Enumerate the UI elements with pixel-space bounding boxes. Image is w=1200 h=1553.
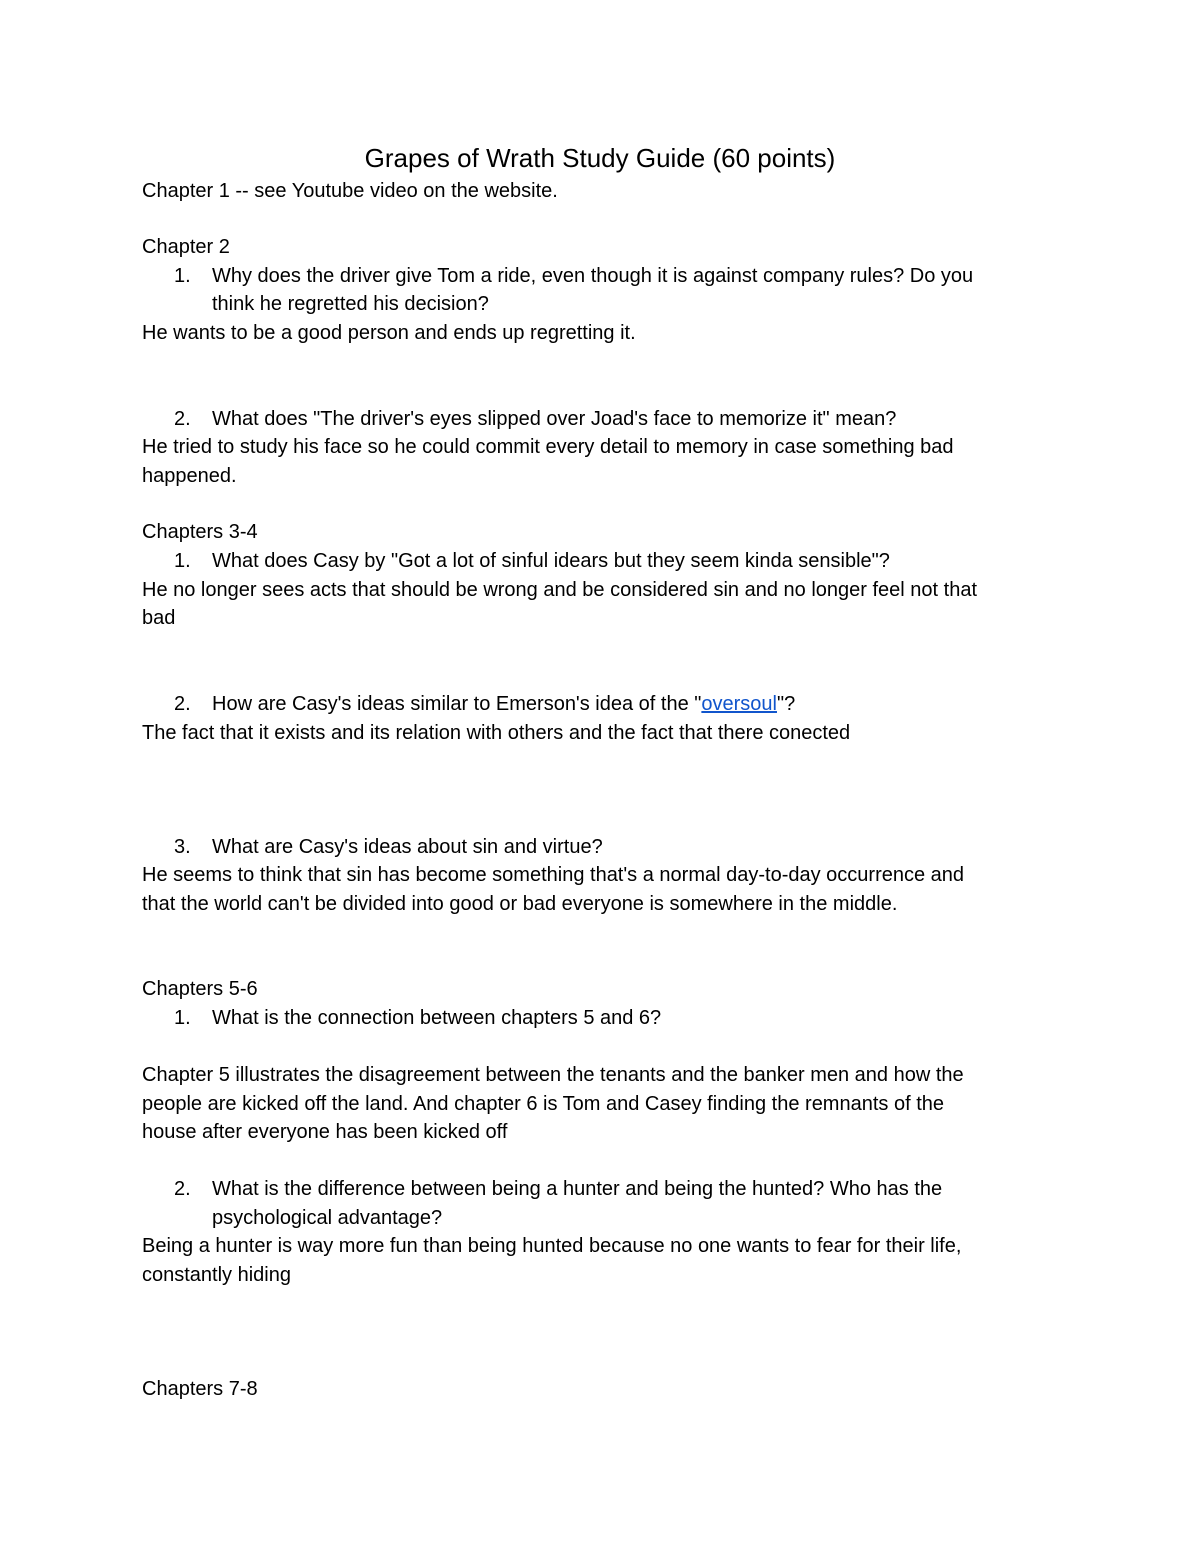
question-text: Why does the driver give Tom a ride, even though it is against company rules? Do you	[212, 265, 974, 287]
question-number: 2.	[174, 1178, 191, 1200]
question-text: What are Casy's ideas about sin and virtue?	[212, 836, 603, 858]
section-heading-chapters-5-6: Chapters 5-6	[142, 978, 258, 1000]
section-heading-chapters-7-8: Chapters 7-8	[142, 1378, 258, 1400]
answer-text: that the world can't be divided into good or bad everyone is somewhere in the middle.	[142, 893, 898, 915]
question-number: 1.	[174, 550, 191, 572]
question-number: 1.	[174, 1007, 191, 1029]
question-number: 3.	[174, 836, 191, 858]
answer-text: He seems to think that sin has become something that's a normal day-to-day occurrence and	[142, 864, 965, 886]
question-number: 2.	[174, 693, 191, 715]
answer-text: He no longer sees acts that should be wrong and be considered sin and no longer feel not that	[142, 579, 978, 601]
question-number: 2.	[174, 408, 191, 430]
oversoul-link[interactable]: oversoul	[701, 693, 777, 715]
answer-text: happened.	[142, 465, 237, 487]
answer-text: He wants to be a good person and ends up regretting it.	[142, 322, 636, 344]
question-text-suffix: "?	[776, 693, 796, 715]
chapter-1-note: Chapter 1 -- see Youtube video on the website.	[142, 180, 558, 202]
answer-text: bad	[142, 607, 176, 629]
answer-text: people are kicked off the land. And chapter 6 is Tom and Casey finding the remnants of the	[142, 1093, 944, 1115]
question-text-prefix: How are Casy's ideas similar to Emerson's idea of the "	[212, 693, 702, 715]
answer-text: Being a hunter is way more fun than being hunted because no one wants to fear for their life,	[142, 1235, 962, 1257]
question-text: What is the connection between chapters 5 and 6?	[212, 1007, 662, 1029]
answer-text: The fact that it exists and its relation with others and the fact that there conected	[142, 722, 851, 744]
answer-text: He tried to study his face so he could commit every detail to memory in case something bad	[142, 436, 954, 458]
question-text: think he regretted his decision?	[212, 293, 489, 315]
question-number: 1.	[174, 265, 191, 287]
question-text: What does Casy by "Got a lot of sinful idears but they seem kinda sensible"?	[212, 550, 890, 572]
question-text: What is the difference between being a hunter and being the hunted? Who has the	[212, 1178, 943, 1200]
answer-text: constantly hiding	[142, 1264, 291, 1286]
answer-text: house after everyone has been kicked off	[142, 1121, 508, 1143]
question-text	[212, 690, 795, 718]
section-heading-chapters-3-4: Chapters 3-4	[142, 521, 258, 543]
section-heading-chapter-2: Chapter 2	[142, 236, 230, 258]
answer-text: Chapter 5 illustrates the disagreement between the tenants and the banker men and how the	[142, 1064, 964, 1086]
question-text: What does "The driver's eyes slipped over Joad's face to memorize it" mean?	[212, 408, 897, 430]
question-text: psychological advantage?	[212, 1207, 443, 1229]
document-title: Grapes of Wrath Study Guide (60 points)	[364, 143, 836, 173]
